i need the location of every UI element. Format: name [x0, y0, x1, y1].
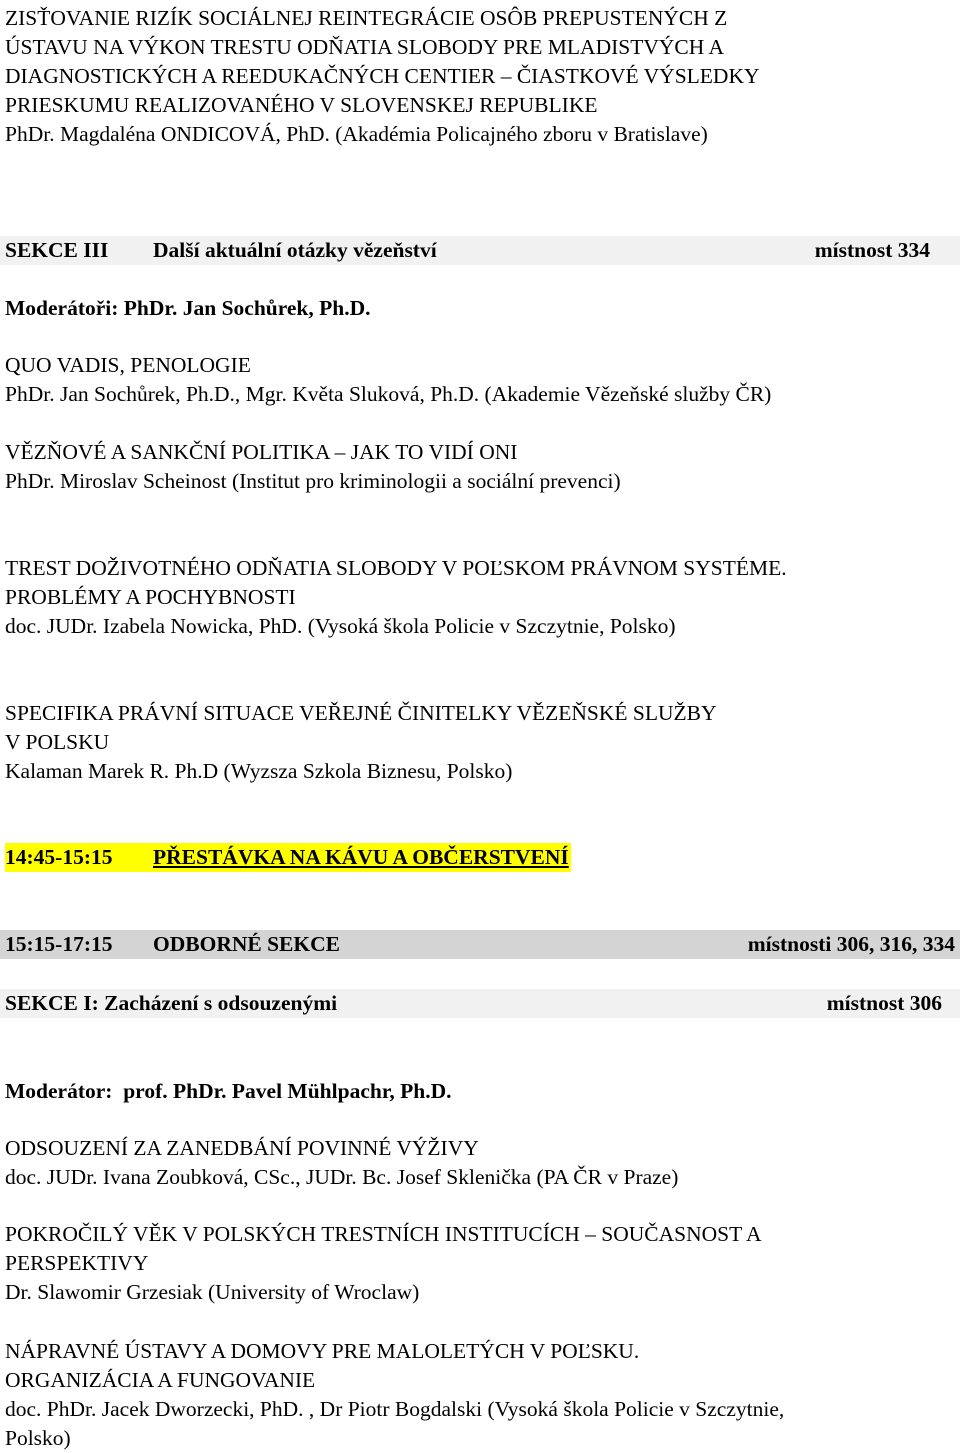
talk-author: PhDr. Miroslav Scheinost (Institut pro kriminologii a sociální prevenci)	[5, 469, 621, 493]
sessions-header	[0, 930, 960, 959]
talk-author: Kalaman Marek R. Ph.D (Wyzsza Szkola Biznesu, Polsko)	[5, 759, 513, 783]
intro-title-line-1: ZISŤOVANIE RIZÍK SOCIÁLNEJ REINTEGRÁCIE OSÔB PREPUSTENÝCH Z	[5, 6, 728, 30]
talk-trest	[5, 554, 960, 641]
talk-quo-vadis	[5, 351, 960, 409]
intro-title-line-3: DIAGNOSTICKÝCH A REEDUKAČNÝCH CENTIER – ČIASTKOVÉ VÝSLEDKY	[5, 64, 760, 88]
intro-author: PhDr. Magdaléna ONDICOVÁ, PhD. (Akadémia Policajného zboru v Bratislave)	[5, 122, 708, 146]
talk-napravne-ustavy	[5, 1337, 960, 1453]
talk-author-line-1: doc. PhDr. Jacek Dworzecki, PhD. , Dr Piotr Bogdalski (Vysoká škola Policie v Szczytnie,	[5, 1397, 785, 1421]
talk-title-line-1: NÁPRAVNÉ ÚSTAVY A DOMOVY PRE MALOLETÝCH V POĽSKU.	[5, 1339, 640, 1363]
talk-veznove	[5, 438, 960, 496]
section-1-moderator	[5, 1077, 960, 1106]
section-1-room: místnost 306	[826, 991, 942, 1015]
talk-title-line-2: V POLSKU	[5, 730, 110, 754]
section-3-label: SEKCE III	[5, 238, 109, 262]
section-3-moderators: Moderátoři: PhDr. Jan Sochůrek, Ph.D.	[5, 296, 371, 320]
talk-author: Dr. Slawomir Grzesiak (University of Wroclaw)	[5, 1280, 420, 1304]
talk-title: VĚZŇOVÉ A SANKČNÍ POLITIKA – JAK TO VIDÍ ONI	[5, 440, 518, 464]
break-label: PŘESTÁVKA NA KÁVU A OBČERSTVENÍ	[153, 845, 569, 869]
talk-title: ODSOUZENÍ ZA ZANEDBÁNÍ POVINNÉ VÝŽIVY	[5, 1136, 479, 1160]
talk-title-line-2: PERSPEKTIVY	[5, 1251, 149, 1275]
talk-title-line-1: SPECIFIKA PRÁVNÍ SITUACE VEŘEJNÉ ČINITELKY VĚZEŇSKÉ SLUŽBY	[5, 701, 717, 725]
sessions-label: ODBORNÉ SEKCE	[153, 932, 340, 956]
talk-author-line-2: Polsko)	[5, 1426, 71, 1450]
moderator-name: prof. PhDr. Pavel Mühlpachr, Ph.D.	[123, 1079, 452, 1103]
section-1-title: SEKCE I: Zacházení s odsouzenými	[5, 991, 338, 1015]
talk-author: doc. JUDr. Izabela Nowicka, PhD. (Vysoká škola Policie v Szczytnie, Polsko)	[5, 614, 676, 638]
talk-odsouzeni	[5, 1134, 960, 1192]
break-banner	[5, 843, 571, 872]
talk-author: doc. JUDr. Ivana Zoubková, CSc., JUDr. Bc. Josef Sklenička (PA ČR v Praze)	[5, 1165, 679, 1189]
break-time: 14:45-15:15	[5, 845, 113, 869]
intro-title-line-4: PRIESKUMU REALIZOVANÉHO V SLOVENSKEJ REPUBLIKE	[5, 93, 598, 117]
talk-title-line-2: PROBLÉMY A POCHYBNOSTI	[5, 585, 296, 609]
section-3-header	[0, 236, 960, 265]
talk-specifika	[5, 699, 960, 786]
talk-author: PhDr. Jan Sochůrek, Ph.D., Mgr. Květa Sluková, Ph.D. (Akademie Vězeňské služby ČR)	[5, 382, 772, 406]
talk-title-line-1: POKROČILÝ VĚK V POLSKÝCH TRESTNÍCH INSTITUCÍCH – SOUČASNOST A	[5, 1222, 762, 1246]
talk-title-line-1: TREST DOŽIVOTNÉHO ODŇATIA SLOBODY V POĽSKOM PRÁVNOM SYSTÉME.	[5, 556, 787, 580]
intro-talk	[5, 4, 960, 149]
talk-title-line-2: ORGANIZÁCIA A FUNGOVANIE	[5, 1368, 316, 1392]
intro-title-line-2: ÚSTAVU NA VÝKON TRESTU ODŇATIA SLOBODY PRE MLADISTVÝCH A	[5, 35, 724, 59]
section-1-header	[0, 989, 960, 1018]
section-3-room: místnost 334	[814, 238, 930, 262]
sessions-time: 15:15-17:15	[5, 932, 113, 956]
sessions-rooms: místnosti 306, 316, 334	[747, 932, 955, 956]
talk-pokrocily-vek	[5, 1220, 960, 1307]
moderator-label: Moderátor:	[5, 1079, 113, 1103]
section-3-topic: Další aktuální otázky vězeňství	[153, 238, 437, 262]
talk-title: QUO VADIS, PENOLOGIE	[5, 353, 251, 377]
